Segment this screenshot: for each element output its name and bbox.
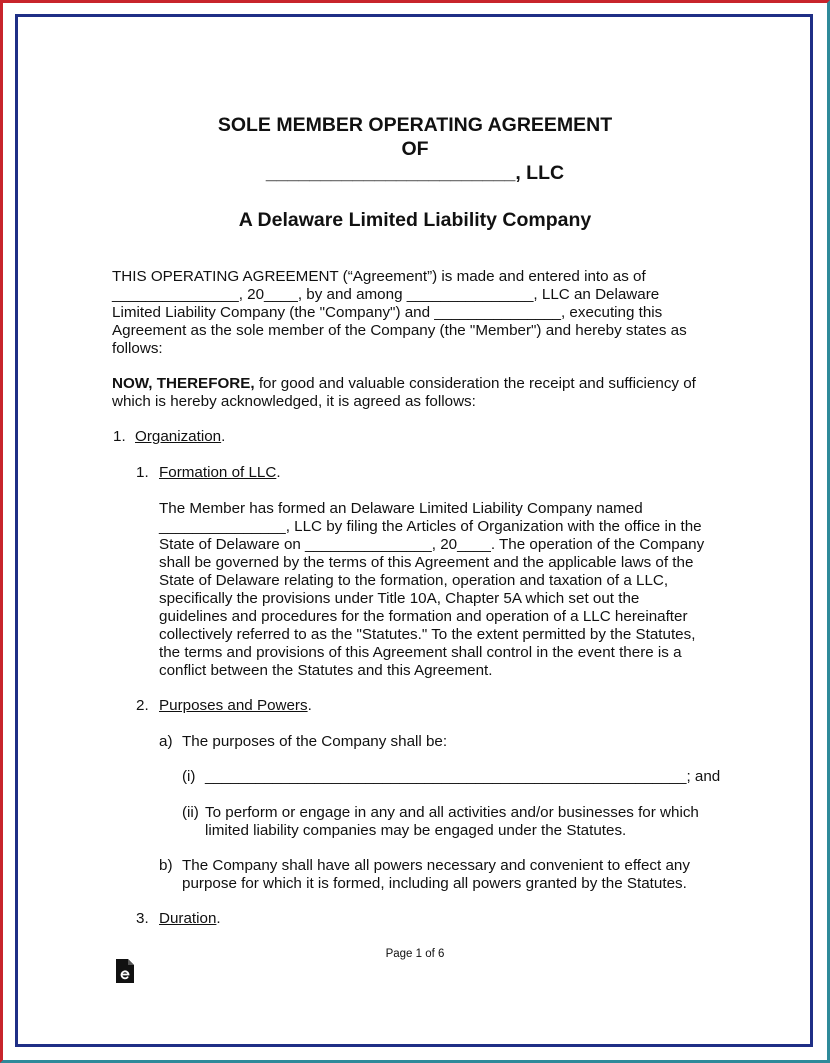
formation-line: the terms and provisions of this Agreement shall control in the event there is a [159,644,682,661]
section-organization-heading [135,428,225,445]
formation-line: _______________, LLC by filing the Articles of Organization with the office in the [159,518,702,535]
heading-period: . [216,910,221,927]
intro-line: Agreement as the sole member of the Company (the "Member") and hereby states as [112,322,687,339]
item-b-label: b) [159,857,173,874]
heading-period: . [221,428,226,445]
item-a-text: The purposes of the Company shall be: [182,733,448,750]
formation-line: specifically the provisions under Title 10A, Chapter 5A which set out the [159,590,640,607]
item-ii-line-1: To perform or engage in any and all activities and/or businesses for which [205,804,699,821]
item-b-line-2: purpose for which it is formed, including all powers granted by the Statutes. [182,875,687,892]
subsection-duration-number: 3. [136,910,149,927]
subsection-purposes-number: 2. [136,697,149,714]
item-a-label: a) [159,733,173,750]
document-subtitle: A Delaware Limited Liability Company [238,209,592,231]
formation-line: State of Delaware relating to the formation, operation and taxation of a LLC, [159,572,669,589]
now-therefore-text: for good and valuable consideration the receipt and sufficiency of [254,375,696,392]
subsection-formation-heading [159,464,281,481]
intro-line: follows: [112,340,163,357]
subsection-duration-heading [159,910,221,927]
formation-line: conflict between the Statutes and this Agreement. [159,662,493,679]
item-i-text: _________________________________________________________; and [205,768,721,785]
formation-line: guidelines and procedures for the formation and operation of a LLC hereinafter [159,608,688,625]
heading-period: . [276,464,281,481]
section-organization-title: Organization [135,428,222,445]
formation-line: The Member has formed an Delaware Limited Liability Company named [159,500,643,517]
document-title: SOLE MEMBER OPERATING AGREEMENT [217,114,613,136]
section-organization-number: 1. [113,428,126,445]
formation-line: shall be governed by the terms of this Agreement and the applicable laws of the [159,554,694,571]
now-therefore-line [112,375,696,392]
document-title-of: OF [401,138,429,160]
formation-line: State of Delaware on _______________, 20____. The operation of the Company [159,536,705,553]
item-b-line-1: The Company shall have all powers necessary and convenient to effect any [182,857,690,874]
subsection-formation-title: Formation of LLC [159,464,277,481]
item-ii-line-2: limited liability companies may be engaged under the Statutes. [205,822,627,839]
intro-line: Limited Liability Company (the "Company") and _______________, executing this [112,304,663,321]
page-number: Page 1 of 6 [385,948,445,960]
heading-period: . [307,697,312,714]
now-therefore-bold: NOW, THEREFORE, [112,375,255,392]
intro-line: _______________, 20____, by and among _______________, LLC an Delaware [112,286,660,303]
subsection-duration-title: Duration [159,910,217,927]
intro-line: THIS OPERATING AGREEMENT (“Agreement”) is made and entered into as of [112,268,646,285]
item-ii-label: (ii) [182,804,199,821]
document-logo-icon [115,958,135,984]
subsection-purposes-title: Purposes and Powers [159,697,308,714]
now-therefore-line-2: which is hereby acknowledged, it is agreed as follows: [112,393,476,410]
subsection-purposes-heading [159,697,312,714]
subsection-formation-number: 1. [136,464,149,481]
item-i-label: (i) [182,768,196,785]
formation-line: collectively referred to as the "Statutes." To the extent permitted by the Statutes, [159,626,696,643]
llc-name-blank: _______________________, LLC [265,162,565,184]
